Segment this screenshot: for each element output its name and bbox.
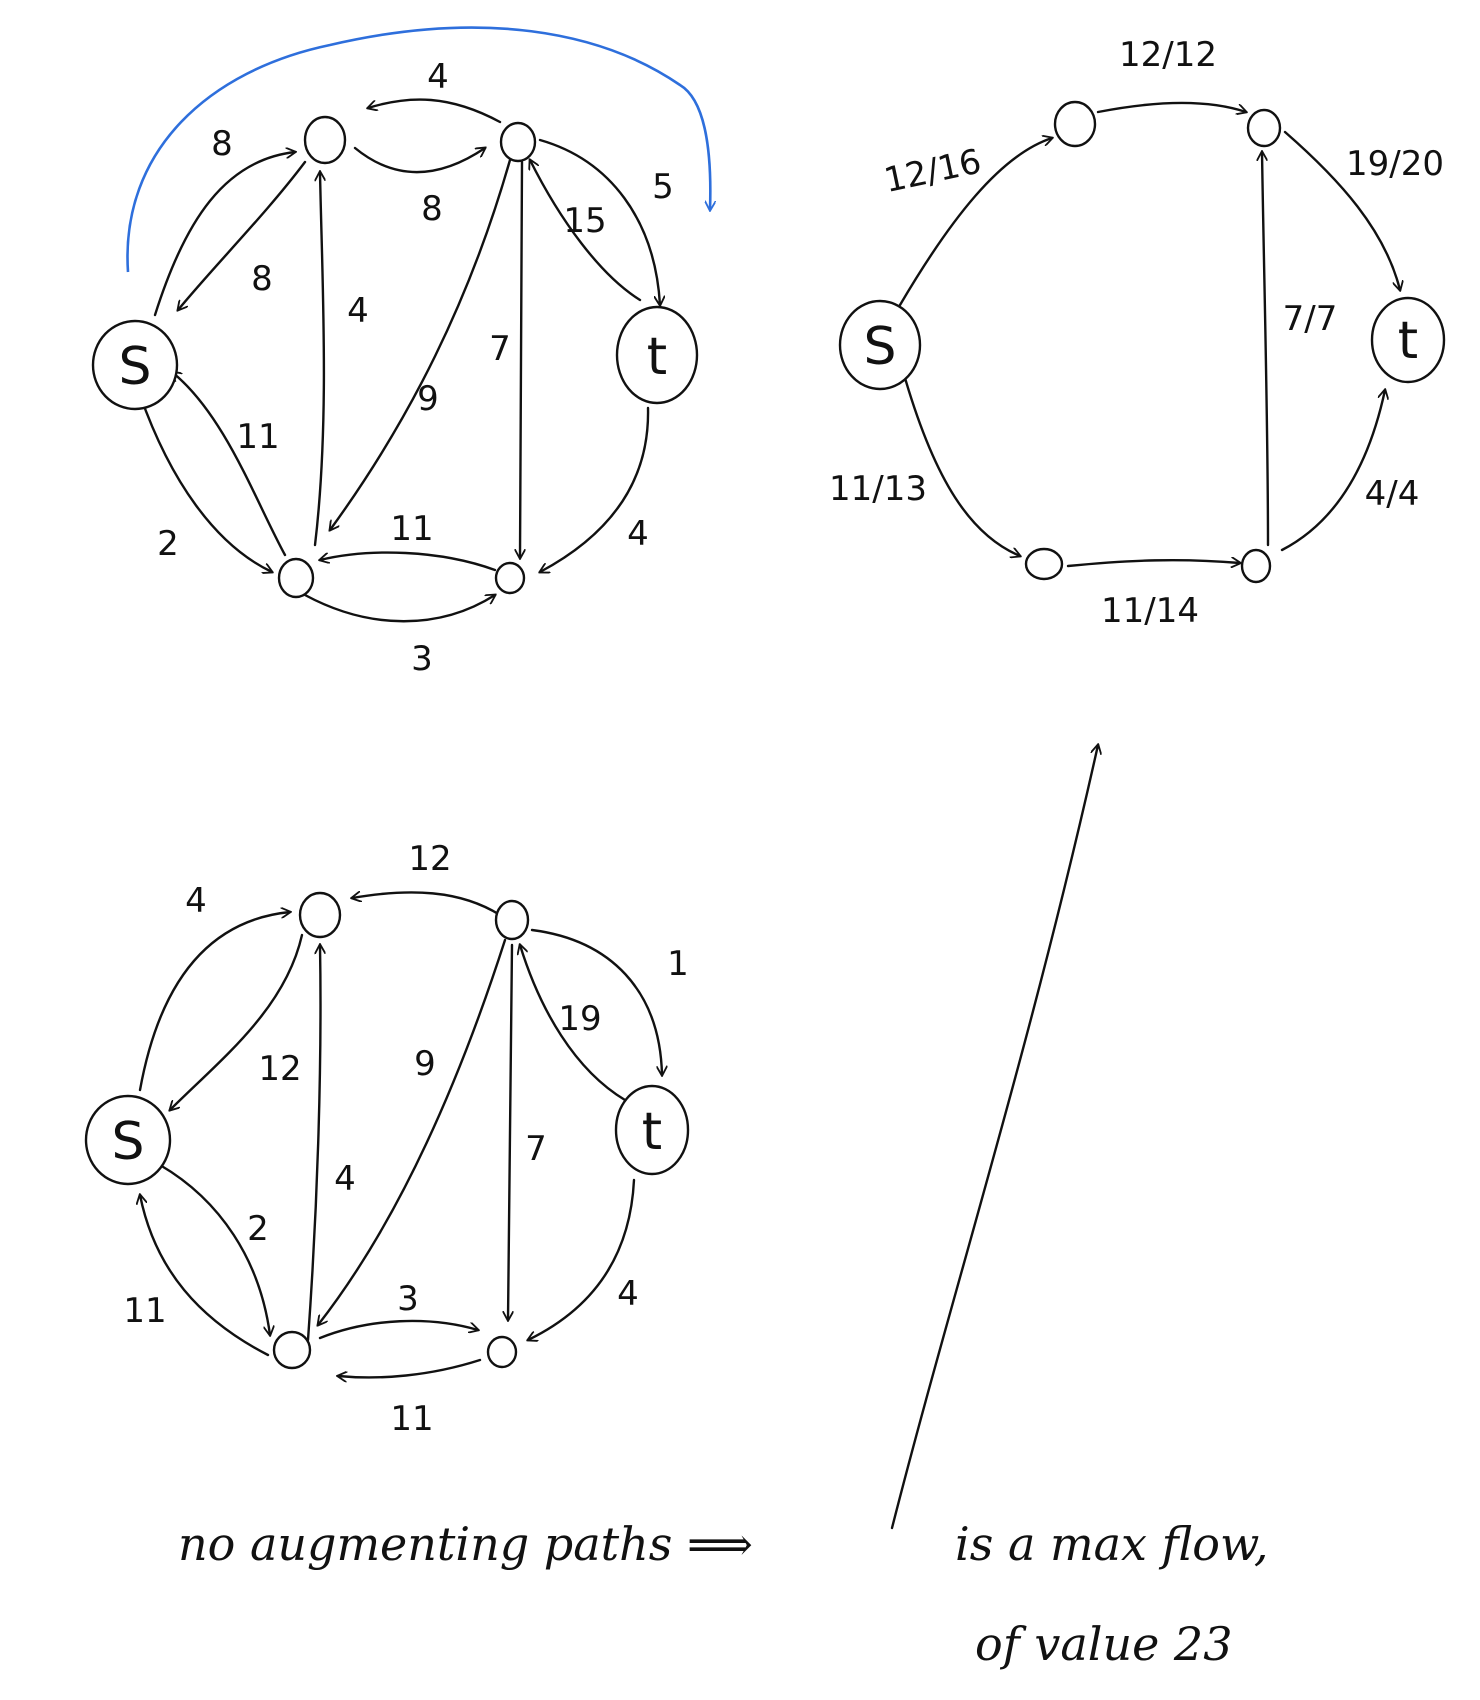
- edge-label-c-to-s: 11: [236, 417, 280, 457]
- edge-label-b-to-a: 12: [408, 839, 452, 879]
- edge-b-to-c: [330, 160, 510, 530]
- edge-label-a-to-s: 12: [258, 1049, 302, 1089]
- edge-a-to-s: [178, 162, 305, 310]
- sink-label: t: [641, 1102, 663, 1162]
- edge-label-b-to-d: 7: [525, 1129, 547, 1169]
- edge-label-s-to-c: 2: [247, 1209, 269, 1249]
- edge-label-t-to-b: 19: [558, 999, 602, 1039]
- edge-label-d-to-c: 11: [390, 1399, 434, 1439]
- residual-graph-after: [86, 839, 689, 1439]
- edge-d-to-c: [320, 553, 495, 570]
- node-d: [1242, 550, 1270, 582]
- edge-label-c-to-d: 11/14: [1101, 591, 1199, 631]
- edge-label-c-to-s: 11: [123, 1291, 167, 1331]
- edge-label-t-to-b: 15: [563, 201, 607, 241]
- edge-label-c-to-d: 3: [411, 639, 433, 679]
- edge-d-to-c: [338, 1360, 480, 1377]
- edge-label-c-to-a: 4: [334, 1159, 356, 1199]
- note-no-augmenting-paths: no augmenting paths ⟹: [178, 1517, 753, 1571]
- edge-label-b-to-c: 9: [417, 379, 439, 419]
- node-c: [1026, 549, 1062, 579]
- edge-label-b-to-c: 9: [414, 1044, 436, 1084]
- source-label: S: [118, 337, 152, 397]
- note-max-flow-line2: of value 23: [975, 1617, 1233, 1671]
- edge-label-t-to-d: 4: [617, 1274, 639, 1314]
- node-a: [300, 893, 340, 937]
- edge-c-to-d: [1068, 560, 1240, 566]
- edge-label-c-to-a: 4: [347, 291, 369, 331]
- edge-c-to-a: [308, 945, 321, 1340]
- edge-s-to-c: [160, 1165, 270, 1335]
- source-label: S: [863, 317, 897, 377]
- edge-label-a-to-s: 8: [251, 259, 273, 299]
- edge-label-b-to-a: 4: [427, 57, 449, 97]
- note-max-flow-line1: is a max flow,: [955, 1517, 1269, 1571]
- edge-label-s-to-a: 12/16: [880, 141, 985, 201]
- edge-label-d-to-c: 11: [390, 509, 434, 549]
- node-c: [279, 559, 313, 597]
- edge-label-s-to-c: 11/13: [829, 469, 927, 509]
- flow-graph: [829, 35, 1444, 631]
- edge-c-to-a: [315, 172, 324, 545]
- edge-label-c-to-d: 3: [397, 1279, 419, 1319]
- edge-label-a-to-b: 12/12: [1119, 35, 1217, 75]
- edge-b-to-a: [368, 100, 500, 122]
- node-d: [488, 1337, 516, 1367]
- node-b: [496, 901, 528, 939]
- source-label: S: [111, 1112, 145, 1172]
- edge-c-to-d: [305, 595, 495, 621]
- node-c: [274, 1332, 310, 1368]
- edge-b-to-d: [508, 945, 512, 1320]
- edge-label-s-to-a: 8: [211, 124, 233, 164]
- edge-b-to-a: [352, 892, 500, 915]
- edge-label-s-to-c: 2: [157, 524, 179, 564]
- node-a: [305, 117, 345, 163]
- sink-label: t: [646, 327, 668, 387]
- edge-s-to-c: [905, 378, 1020, 556]
- edge-d-to-b: [1262, 152, 1268, 545]
- edge-t-to-d: [528, 1180, 634, 1340]
- edge-a-to-b: [355, 148, 485, 172]
- edge-label-b-to-d: 7: [489, 329, 511, 369]
- edge-a-to-b: [1098, 103, 1246, 112]
- edge-c-to-d: [320, 1321, 478, 1338]
- edge-s-to-a: [155, 152, 295, 315]
- edge-label-b-to-t: 19/20: [1346, 144, 1444, 184]
- edge-label-d-to-b: 7/7: [1282, 299, 1338, 339]
- conclusion-arrow: [892, 745, 1098, 1528]
- edge-c-to-s: [172, 372, 285, 555]
- residual-graph-before: [93, 28, 710, 679]
- node-a: [1055, 102, 1095, 146]
- sink-label: t: [1397, 311, 1419, 371]
- edge-label-b-to-t: 5: [652, 167, 674, 207]
- node-d: [496, 563, 524, 593]
- edge-label-s-to-a: 4: [185, 881, 207, 921]
- edge-label-b-to-t: 1: [667, 944, 689, 984]
- edge-d-to-t: [1282, 390, 1385, 550]
- edge-b-to-d: [520, 162, 522, 558]
- edge-label-t-to-d: 4: [627, 514, 649, 554]
- node-b: [501, 123, 535, 161]
- node-b: [1248, 110, 1280, 146]
- edge-label-a-to-b: 8: [421, 189, 443, 229]
- edge-label-d-to-t: 4/4: [1364, 474, 1420, 514]
- edge-b-to-c: [318, 940, 505, 1325]
